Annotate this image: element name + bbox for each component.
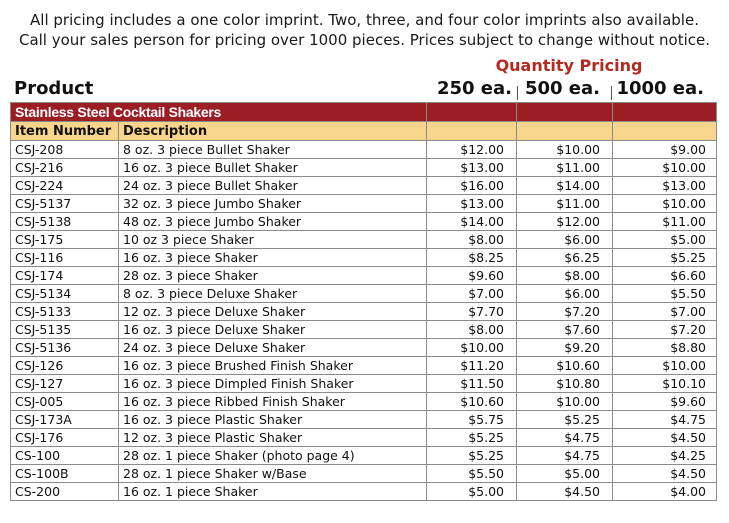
description-cell: 16 oz. 3 piece Dimpled Finish Shaker — [119, 375, 427, 393]
price-1000-cell: $6.60 — [613, 267, 717, 285]
column-header-cell — [427, 122, 517, 141]
price-500-cell: $6.00 — [517, 231, 613, 249]
product-heading: Product — [14, 78, 94, 99]
table-row — [11, 141, 717, 159]
price-1000-cell: $5.50 — [613, 285, 717, 303]
table-row — [11, 393, 717, 411]
price-1000-cell: $10.00 — [613, 195, 717, 213]
item-number-cell: CS-100B — [11, 465, 119, 483]
table-row — [11, 213, 717, 231]
description-cell: 48 oz. 3 piece Jumbo Shaker — [119, 213, 427, 231]
item-number-cell: CSJ-208 — [11, 141, 119, 159]
description-cell: 24 oz. 3 piece Deluxe Shaker — [119, 339, 427, 357]
price-1000-cell: $7.00 — [613, 303, 717, 321]
price-250-cell: $16.00 — [427, 177, 517, 195]
price-250-cell: $8.25 — [427, 249, 517, 267]
item-number-cell: CSJ-126 — [11, 357, 119, 375]
description-cell: 12 oz. 3 piece Plastic Shaker — [119, 429, 427, 447]
price-1000-cell: $9.00 — [613, 141, 717, 159]
table-row — [11, 357, 717, 375]
price-500-cell: $8.00 — [517, 267, 613, 285]
description-cell: 10 oz 3 piece Shaker — [119, 231, 427, 249]
item-number-cell: CSJ-5136 — [11, 339, 119, 357]
price-250-cell: $5.75 — [427, 411, 517, 429]
price-500-cell: $11.00 — [517, 195, 613, 213]
item-number-cell: CSJ-127 — [11, 375, 119, 393]
description-cell: 32 oz. 3 piece Jumbo Shaker — [119, 195, 427, 213]
price-500-cell: $4.75 — [517, 429, 613, 447]
price-500-cell: $9.20 — [517, 339, 613, 357]
description-cell: 16 oz. 3 piece Plastic Shaker — [119, 411, 427, 429]
description-cell: 8 oz. 3 piece Deluxe Shaker — [119, 285, 427, 303]
description-cell: 16 oz. 3 piece Bullet Shaker — [119, 159, 427, 177]
column-header-cell — [613, 122, 717, 141]
item-number-cell: CSJ-175 — [11, 231, 119, 249]
table-row — [11, 303, 717, 321]
price-500-cell: $7.60 — [517, 321, 613, 339]
table-row — [11, 249, 717, 267]
price-500-cell: $4.50 — [517, 483, 613, 501]
category-title: Stainless Steel Cocktail Shakers — [11, 103, 427, 122]
price-1000-cell: $4.50 — [613, 465, 717, 483]
price-500-cell: $12.00 — [517, 213, 613, 231]
price-1000-cell: $4.75 — [613, 411, 717, 429]
price-1000-cell: $9.60 — [613, 393, 717, 411]
table-row — [11, 339, 717, 357]
price-1000-cell: $10.00 — [613, 357, 717, 375]
price-1000-cell: $13.00 — [613, 177, 717, 195]
description-cell: 16 oz. 3 piece Shaker — [119, 249, 427, 267]
price-250-cell: $5.00 — [427, 483, 517, 501]
item-number-cell: CSJ-5135 — [11, 321, 119, 339]
table-row — [11, 285, 717, 303]
description-cell: 16 oz. 3 piece Ribbed Finish Shaker — [119, 393, 427, 411]
table-row — [11, 267, 717, 285]
price-250-cell: $14.00 — [427, 213, 517, 231]
description-cell: 16 oz. 1 piece Shaker — [119, 483, 427, 501]
item-number-cell: CSJ-176 — [11, 429, 119, 447]
price-250-cell: $13.00 — [427, 159, 517, 177]
price-250-cell: $10.00 — [427, 339, 517, 357]
quantity-pricing-heading: Quantity Pricing — [495, 56, 643, 75]
item-number-cell: CSJ-005 — [11, 393, 119, 411]
price-250-cell: $5.25 — [427, 429, 517, 447]
item-number-cell: CSJ-116 — [11, 249, 119, 267]
item-number-cell: CS-200 — [11, 483, 119, 501]
table-row — [11, 483, 717, 501]
description-cell: 28 oz. 1 piece Shaker w/Base — [119, 465, 427, 483]
price-500-cell: $14.00 — [517, 177, 613, 195]
table-row — [11, 159, 717, 177]
price-250-cell: $13.00 — [427, 195, 517, 213]
price-1000-cell: $5.25 — [613, 249, 717, 267]
item-number-cell: CS-100 — [11, 447, 119, 465]
price-1000-cell: $10.10 — [613, 375, 717, 393]
description-cell: 8 oz. 3 piece Bullet Shaker — [119, 141, 427, 159]
price-250-cell: $10.60 — [427, 393, 517, 411]
price-250-cell: $8.00 — [427, 321, 517, 339]
price-250-cell: $7.00 — [427, 285, 517, 303]
description-cell: 28 oz. 3 piece Shaker — [119, 267, 427, 285]
price-500-cell: $5.25 — [517, 411, 613, 429]
pricing-notice-line-1: All pricing includes a one color imprint. Two, three, and four color imprints also available. — [30, 11, 699, 29]
pricing-notice-line-2: Call your sales person for pricing over 1000 pieces. Prices subject to change without notice. — [18, 31, 711, 49]
qty-500-heading: 500 ea. — [524, 78, 600, 99]
item-number-cell: CSJ-174 — [11, 267, 119, 285]
price-1000-cell: $11.00 — [613, 213, 717, 231]
item-number-header: Item Number — [11, 122, 119, 141]
table-row — [11, 231, 717, 249]
category-cell — [613, 103, 717, 122]
price-500-cell: $10.00 — [517, 393, 613, 411]
price-500-cell: $7.20 — [517, 303, 613, 321]
item-number-cell: CSJ-216 — [11, 159, 119, 177]
table-row — [11, 177, 717, 195]
item-number-cell: CSJ-5133 — [11, 303, 119, 321]
price-250-cell: $5.50 — [427, 465, 517, 483]
table-row — [11, 465, 717, 483]
price-1000-cell: $5.00 — [613, 231, 717, 249]
price-1000-cell: $4.50 — [613, 429, 717, 447]
description-cell: 12 oz. 3 piece Deluxe Shaker — [119, 303, 427, 321]
price-250-cell: $7.70 — [427, 303, 517, 321]
price-500-cell: $10.00 — [517, 141, 613, 159]
price-250-cell: $11.50 — [427, 375, 517, 393]
column-header-row — [11, 122, 717, 141]
category-row — [11, 103, 717, 122]
table-row — [11, 429, 717, 447]
table-row — [11, 447, 717, 465]
price-1000-cell: $4.00 — [613, 483, 717, 501]
description-cell: 16 oz. 3 piece Deluxe Shaker — [119, 321, 427, 339]
item-number-cell: CSJ-5134 — [11, 285, 119, 303]
description-cell: 24 oz. 3 piece Bullet Shaker — [119, 177, 427, 195]
qty-250-heading: 250 ea. — [436, 78, 512, 99]
item-number-cell: CSJ-5138 — [11, 213, 119, 231]
price-500-cell: $5.00 — [517, 465, 613, 483]
price-1000-cell: $8.80 — [613, 339, 717, 357]
price-500-cell: $6.25 — [517, 249, 613, 267]
description-cell: 28 oz. 1 piece Shaker (photo page 4) — [119, 447, 427, 465]
price-500-cell: $6.00 — [517, 285, 613, 303]
qty-1000-heading: 1000 ea. — [616, 78, 704, 99]
category-cell — [427, 103, 517, 122]
table-row — [11, 321, 717, 339]
description-header: Description — [119, 122, 427, 141]
item-number-cell: CSJ-224 — [11, 177, 119, 195]
price-250-cell: $5.25 — [427, 447, 517, 465]
price-250-cell: $12.00 — [427, 141, 517, 159]
price-table — [10, 102, 717, 501]
price-500-cell: $10.80 — [517, 375, 613, 393]
price-1000-cell: $7.20 — [613, 321, 717, 339]
item-number-cell: CSJ-5137 — [11, 195, 119, 213]
price-250-cell: $11.20 — [427, 357, 517, 375]
table-row — [11, 411, 717, 429]
price-250-cell: $9.60 — [427, 267, 517, 285]
price-1000-cell: $4.25 — [613, 447, 717, 465]
category-cell — [517, 103, 613, 122]
column-header-cell — [517, 122, 613, 141]
description-cell: 16 oz. 3 piece Brushed Finish Shaker — [119, 357, 427, 375]
table-row — [11, 375, 717, 393]
item-number-cell: CSJ-173A — [11, 411, 119, 429]
table-row — [11, 195, 717, 213]
price-250-cell: $8.00 — [427, 231, 517, 249]
price-500-cell: $11.00 — [517, 159, 613, 177]
price-500-cell: $4.75 — [517, 447, 613, 465]
price-1000-cell: $10.00 — [613, 159, 717, 177]
price-500-cell: $10.60 — [517, 357, 613, 375]
